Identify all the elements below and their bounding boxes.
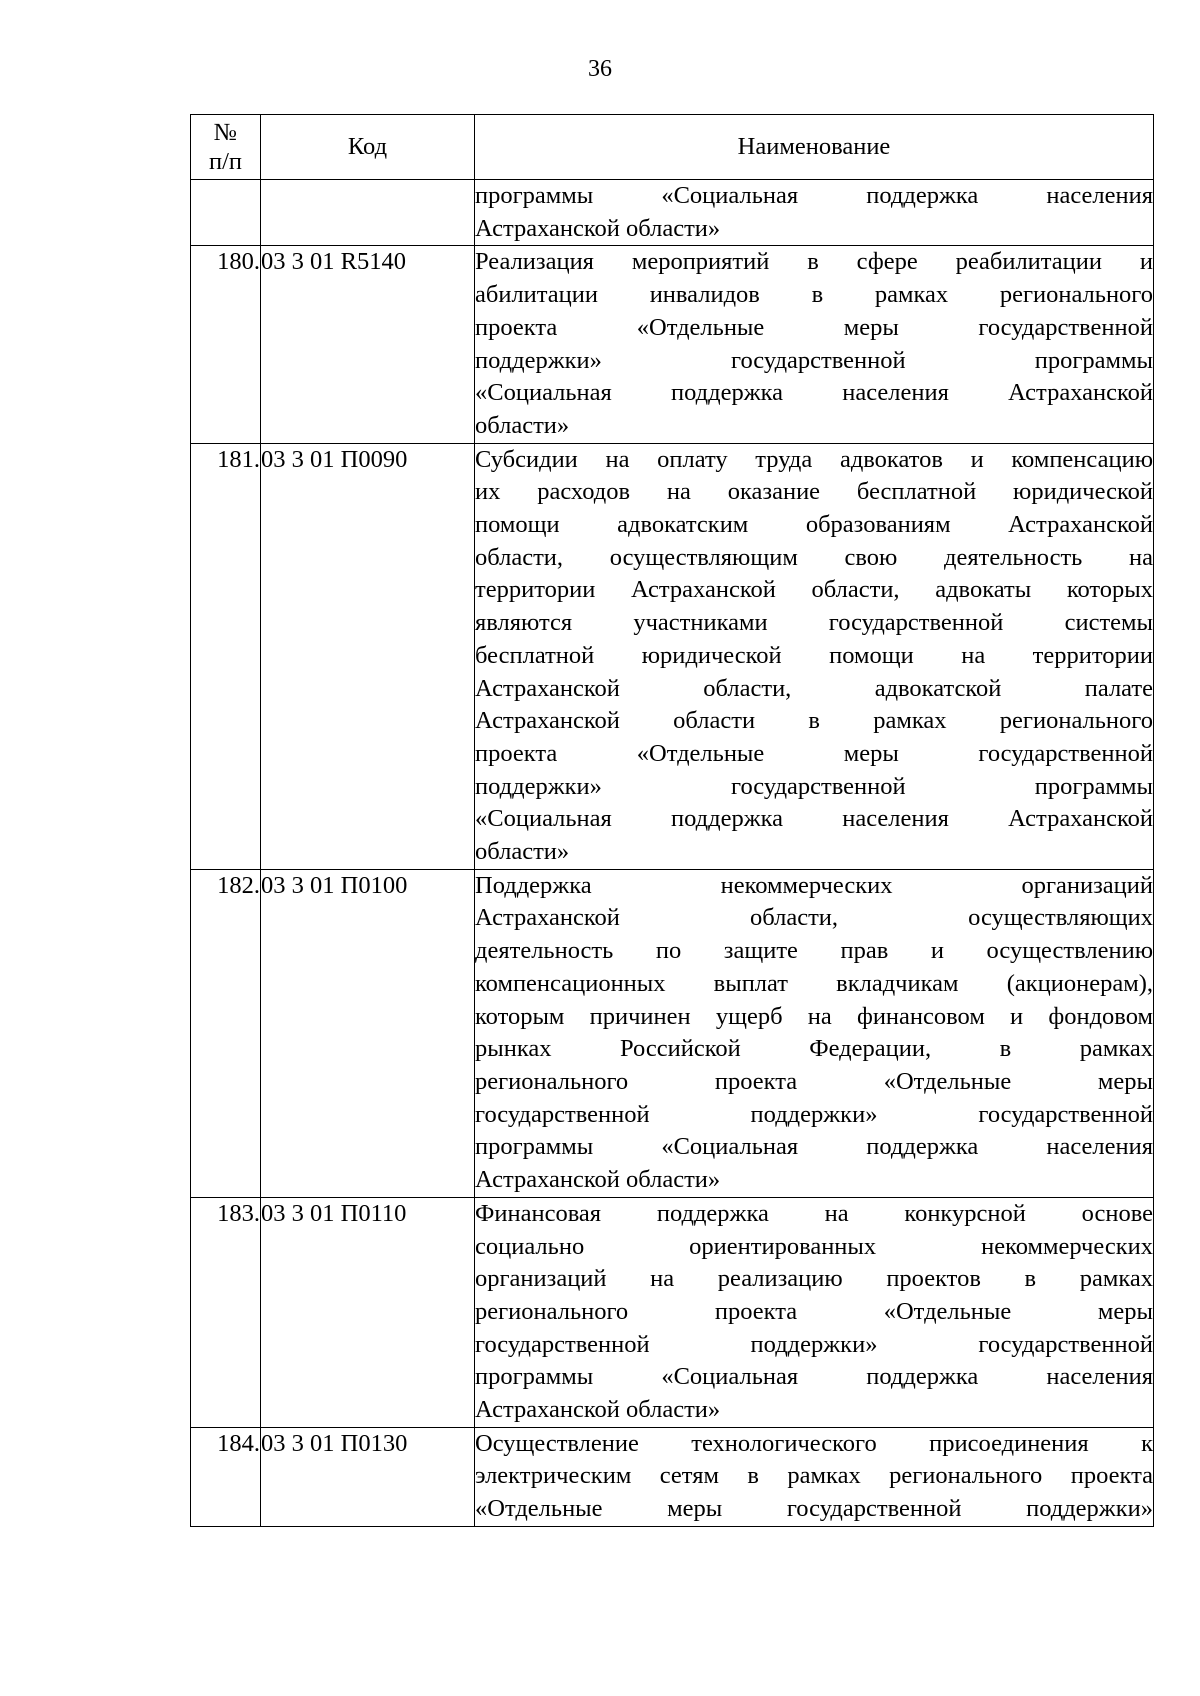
header-number-abbr: п/п xyxy=(208,148,243,175)
row-name-line: территории Астраханской области, адвокаты которых xyxy=(475,576,1153,604)
row-code: 03 3 01 П0090 xyxy=(261,443,475,869)
row-name-line: Поддержка некоммерческих организаций xyxy=(475,871,1153,899)
row-name-line: Астраханской области» xyxy=(475,1396,721,1424)
row-name xyxy=(475,1197,1154,1427)
row-name-line: области» xyxy=(475,838,570,866)
table-row xyxy=(191,1197,1154,1427)
row-number xyxy=(191,180,261,246)
row-name-line: программы «Социальная поддержка населения xyxy=(475,1363,1153,1391)
row-name-line: проекта «Отдельные меры государственной xyxy=(475,739,1153,767)
row-name-line: государственной поддержки» государственной xyxy=(475,1330,1153,1358)
row-name-line: регионального проекта «Отдельные меры xyxy=(475,1297,1153,1325)
table-header-row xyxy=(191,115,1154,180)
header-code: Код xyxy=(261,115,475,180)
row-name-line: которым причинен ущерб на финансовом и фондовом xyxy=(475,1002,1153,1030)
row-name-line: электрическим сетям в рамках регионального проекта xyxy=(475,1462,1153,1490)
row-name-line: «Отдельные меры государственной поддержки» xyxy=(475,1495,1153,1523)
row-number: 184. xyxy=(191,1427,261,1526)
row-name-line: Астраханской области, адвокатской палате xyxy=(475,674,1153,702)
row-name-line: абилитации инвалидов в рамках регионального xyxy=(475,281,1153,309)
row-number: 183. xyxy=(191,1197,261,1427)
row-number: 182. xyxy=(191,869,261,1197)
header-name: Наименование xyxy=(475,115,1154,180)
row-name-line: Астраханской области» xyxy=(475,214,721,242)
row-name-line: Финансовая поддержка на конкурсной основе xyxy=(475,1199,1153,1227)
table-row xyxy=(191,1427,1154,1526)
row-name-line: Осуществление технологического присоединения к xyxy=(475,1429,1153,1457)
row-name-line: рынках Российской Федерации, в рамках xyxy=(475,1035,1153,1063)
row-code xyxy=(261,180,475,246)
header-number-sign: № xyxy=(213,119,238,146)
row-name-line: проекта «Отдельные меры государственной xyxy=(475,313,1153,341)
header-number xyxy=(191,115,261,180)
row-name-line: бесплатной юридической помощи на территории xyxy=(475,641,1153,669)
row-name-line: деятельность по защите прав и осуществлению xyxy=(475,937,1153,965)
row-name-line: Астраханской области, осуществляющих xyxy=(475,904,1153,932)
row-code: 03 3 01 П0110 xyxy=(261,1197,475,1427)
row-name-line: их расходов на оказание бесплатной юридической xyxy=(475,478,1153,506)
row-name-line: «Социальная поддержка населения Астраханской xyxy=(475,379,1153,407)
row-name-line: поддержки» государственной программы xyxy=(475,346,1153,374)
table-row xyxy=(191,869,1154,1197)
row-name-line: Субсидии на оплату труда адвокатов и компенсацию xyxy=(475,445,1153,473)
row-name-line: области, осуществляющим свою деятельность на xyxy=(475,543,1153,571)
page-number: 36 xyxy=(588,56,612,82)
row-name-line: регионального проекта «Отдельные меры xyxy=(475,1067,1153,1095)
row-name-line: являются участниками государственной системы xyxy=(475,609,1153,637)
row-name-line: «Социальная поддержка населения Астраханской xyxy=(475,805,1153,833)
row-name-line: государственной поддержки» государственной xyxy=(475,1100,1153,1128)
row-name-line: компенсационных выплат вкладчикам (акционерам), xyxy=(475,969,1153,997)
row-code: 03 3 01 П0100 xyxy=(261,869,475,1197)
row-name xyxy=(475,1427,1154,1526)
row-name xyxy=(475,443,1154,869)
row-name-line: программы «Социальная поддержка населения xyxy=(475,182,1153,209)
table-body xyxy=(191,180,1154,1527)
row-number: 181. xyxy=(191,443,261,869)
table-row xyxy=(191,246,1154,443)
table-row xyxy=(191,180,1154,246)
row-name-line: социально ориентированных некоммерческих xyxy=(475,1232,1153,1260)
row-name xyxy=(475,246,1154,443)
row-name-line: помощи адвокатским образованиям Астраханской xyxy=(475,511,1153,539)
row-name xyxy=(475,869,1154,1197)
row-number: 180. xyxy=(191,246,261,443)
row-name-line: Реализация мероприятий в сфере реабилитации и xyxy=(475,248,1153,276)
row-name-line: Астраханской области» xyxy=(475,1166,721,1194)
row-name xyxy=(475,180,1154,246)
table-row xyxy=(191,443,1154,869)
row-name-line: поддержки» государственной программы xyxy=(475,772,1153,800)
budget-classification-table xyxy=(190,114,1154,1527)
row-name-line: области» xyxy=(475,411,570,439)
row-name-line: организаций на реализацию проектов в рамках xyxy=(475,1265,1153,1293)
row-name-line: Астраханской области в рамках регионального xyxy=(475,707,1153,735)
row-code: 03 3 01 R5140 xyxy=(261,246,475,443)
row-code: 03 3 01 П0130 xyxy=(261,1427,475,1526)
row-name-line: программы «Социальная поддержка населения xyxy=(475,1133,1153,1161)
